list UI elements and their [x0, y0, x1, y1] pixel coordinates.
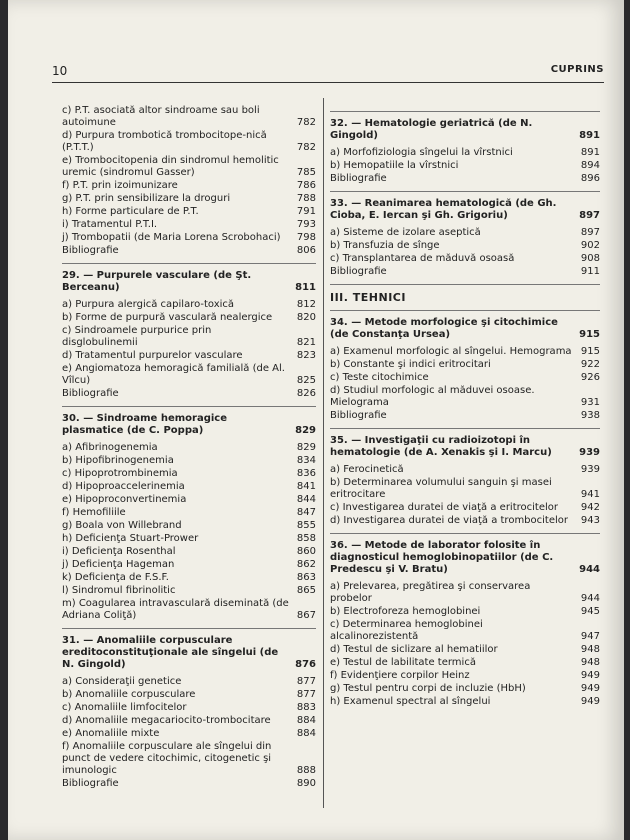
toc-entry: [62, 206, 316, 218]
entry-page: 829: [296, 442, 316, 453]
toc-entry: [62, 572, 316, 584]
page-number: 10: [52, 64, 68, 78]
chapter-entry: [330, 317, 600, 341]
section-separator: [330, 191, 600, 192]
toc-entry: [330, 227, 600, 239]
entry-page: 949: [580, 670, 600, 681]
toc-entry: [330, 359, 600, 371]
toc-left-column: [62, 105, 316, 791]
entry-page: 911: [580, 266, 600, 277]
entry-page: 877: [296, 689, 316, 700]
entry-page: 908: [580, 253, 600, 264]
entry-text: 29. — Purpurele vasculare (de Şt. Berceanu): [62, 270, 252, 293]
toc-entry: [330, 670, 600, 682]
toc-entry: [62, 312, 316, 324]
entry-page: 896: [580, 173, 600, 184]
entry-text: a) Consideraţii genetice: [62, 676, 182, 687]
entry-page: 865: [296, 585, 316, 596]
toc-entry: [330, 240, 600, 252]
entry-page: 942: [580, 502, 600, 513]
entry-page: 782: [296, 142, 316, 153]
toc-entry: [330, 657, 600, 669]
chapter-entry: [330, 198, 600, 222]
entry-text: b) Anomaliile corpusculare: [62, 689, 196, 700]
toc-entry: [62, 219, 316, 231]
entry-text: b) Hemopatiile la vîrstnici: [330, 160, 459, 171]
toc-entry: [330, 581, 600, 605]
entry-page: 876: [295, 659, 316, 670]
toc-entry: [330, 477, 600, 501]
entry-page: 947: [580, 631, 600, 642]
entry-text: Bibliografie: [330, 173, 387, 184]
toc-right-column: [330, 105, 600, 709]
entry-page: 894: [580, 160, 600, 171]
page-header: [52, 64, 604, 83]
toc-entry: [330, 147, 600, 159]
toc-entry: [330, 619, 600, 643]
entry-text: b) Forme de purpură vasculară nealergice: [62, 312, 273, 323]
toc-entry: [330, 372, 600, 384]
running-title: CUPRINS: [550, 64, 604, 75]
chapter-entry: [62, 413, 316, 437]
entry-page: 811: [295, 282, 316, 293]
toc-entry: [62, 180, 316, 192]
entry-text: e) Hipoproconvertinemia: [62, 494, 187, 505]
toc-entry: [62, 481, 316, 493]
entry-page: 944: [580, 593, 600, 604]
entry-page: 915: [580, 346, 600, 357]
entry-page: 863: [296, 572, 316, 583]
toc-entry: [330, 644, 600, 656]
entry-page: 877: [296, 676, 316, 687]
section-separator: [330, 310, 600, 311]
chapter-entry: [330, 540, 600, 576]
toc-entry: [62, 689, 316, 701]
section-separator: [62, 263, 316, 264]
toc-entry: [62, 155, 316, 179]
entry-text: c) Teste citochimice: [330, 372, 429, 383]
entry-text: d) Purpura trombotică trombocitope-nică (P.T.T.): [62, 130, 267, 153]
entry-page: 938: [580, 410, 600, 421]
toc-entry: [62, 442, 316, 454]
toc-entry: [62, 193, 316, 205]
entry-text: 33. — Reanimarea hematologică (de Gh. Cioba, E. Iercan şi Gh. Grigoriu): [330, 198, 557, 221]
entry-text: c) Anomaliile limfocitelor: [62, 702, 187, 713]
toc-entry: [62, 715, 316, 727]
entry-text: c) Hipoprotrombinemia: [62, 468, 178, 479]
toc-entry: [62, 455, 316, 467]
entry-text: i) Tratamentul P.T.I.: [62, 219, 158, 230]
entry-page: 926: [580, 372, 600, 383]
toc-entry: [62, 598, 316, 622]
entry-text: b) Transfuzia de sînge: [330, 240, 440, 251]
chapter-entry: [62, 635, 316, 671]
book-page: [8, 0, 624, 840]
toc-entry: [62, 468, 316, 480]
section-separator: [330, 111, 600, 112]
entry-page: 939: [579, 447, 600, 458]
entry-page: 941: [580, 489, 600, 500]
entry-page: 847: [296, 507, 316, 518]
entry-page: 891: [580, 147, 600, 158]
entry-text: e) Angiomatoza hemoragică familială (de Al. Vîlcu): [62, 363, 285, 386]
toc-entry: [62, 507, 316, 519]
entry-page: 786: [296, 180, 316, 191]
entry-page: 945: [580, 606, 600, 617]
toc-entry: [62, 245, 316, 257]
entry-text: 30. — Sindroame hemoragice plasmatice (de C. Poppa): [62, 413, 227, 436]
entry-text: Bibliografie: [62, 778, 119, 789]
entry-text: j) Trombopatii (de Maria Lorena Scrobohaci): [62, 232, 281, 243]
entry-page: 820: [296, 312, 316, 323]
toc-entry: [62, 494, 316, 506]
entry-text: a) Sisteme de izolare aseptică: [330, 227, 481, 238]
toc-entry: [330, 683, 600, 695]
column-divider: [323, 98, 324, 808]
toc-entry: [330, 606, 600, 618]
entry-page: 858: [296, 533, 316, 544]
entry-page: 793: [296, 219, 316, 230]
entry-text: a) Ferocinetică: [330, 464, 404, 475]
entry-text: h) Examenul spectral al sîngelui: [330, 696, 491, 707]
entry-text: j) Deficienţa Hageman: [62, 559, 175, 570]
entry-page: 782: [296, 117, 316, 128]
entry-text: c) Investigarea duratei de viaţă a eritrocitelor: [330, 502, 558, 513]
part-heading: [330, 291, 600, 304]
entry-text: b) Electroforeza hemoglobinei: [330, 606, 481, 617]
entry-text: e) Trombocitopenia din sindromul hemolitic uremic (sindromul Gasser): [62, 155, 279, 178]
toc-entry: [330, 696, 600, 708]
entry-text: d) Studiul morfologic al măduvei osoase. Mielograma: [330, 385, 535, 408]
entry-text: Bibliografie: [62, 245, 119, 256]
entry-page: 823: [296, 350, 316, 361]
entry-text: b) Constante şi indici eritrocitari: [330, 359, 491, 370]
entry-text: d) Anomaliile megacariocito-trombocitare: [62, 715, 271, 726]
toc-entry: [62, 778, 316, 790]
entry-text: d) Hipoproaccelerinemia: [62, 481, 185, 492]
entry-page: 902: [580, 240, 600, 251]
toc-entry: [62, 232, 316, 244]
entry-text: c) Determinarea hemoglobinei alcalinorezistentă: [330, 619, 483, 642]
entry-text: b) Hipofibrinogenemia: [62, 455, 174, 466]
entry-text: III. TEHNICI: [330, 291, 406, 304]
entry-page: 897: [579, 210, 600, 221]
section-separator: [62, 406, 316, 407]
chapter-entry: [330, 118, 600, 142]
toc-entry: [62, 130, 316, 154]
entry-page: 825: [296, 375, 316, 386]
toc-entry: [330, 515, 600, 527]
entry-page: 826: [296, 388, 316, 399]
entry-text: b) Determinarea volumului sanguin şi masei eritrocitare: [330, 477, 552, 500]
toc-entry: [62, 388, 316, 400]
entry-page: 855: [296, 520, 316, 531]
toc-entry: [62, 676, 316, 688]
entry-page: 785: [296, 167, 316, 178]
toc-entry: [330, 266, 600, 278]
entry-text: Bibliografie: [62, 388, 119, 399]
toc-entry: [62, 559, 316, 571]
entry-text: f) Anomaliile corpusculare ale sîngelui din punct de vedere citochimic, citogenetic şi imunologic: [62, 741, 272, 776]
entry-page: 829: [295, 425, 316, 436]
entry-text: d) Testul de siclizare al hematiilor: [330, 644, 498, 655]
entry-text: 35. — Investigaţii cu radioizotopi în hematologie (de A. Xenakis şi I. Marcu): [330, 435, 552, 458]
toc-entry: [330, 502, 600, 514]
entry-page: 862: [296, 559, 316, 570]
entry-text: 36. — Metode de laborator folosite în diagnosticul hemoglobinopatiilor (de C. Predescu şi V. Bratu): [330, 540, 554, 575]
entry-text: c) Transplantarea de măduvă osoasă: [330, 253, 515, 264]
entry-page: 860: [296, 546, 316, 557]
entry-text: i) Deficienţa Rosenthal: [62, 546, 176, 557]
toc-entry: [330, 410, 600, 422]
chapter-entry: [62, 270, 316, 294]
entry-text: 34. — Metode morfologice şi citochimice (de Constanţa Ursea): [330, 317, 558, 340]
toc-entry: [62, 325, 316, 349]
toc-entry: [62, 105, 316, 129]
entry-text: d) Investigarea duratei de viaţă a trombocitelor: [330, 515, 569, 526]
toc-entry: [62, 533, 316, 545]
entry-text: f) Evidenţiere corpilor Heinz: [330, 670, 470, 681]
entry-page: 897: [580, 227, 600, 238]
entry-page: 834: [296, 455, 316, 466]
entry-text: h) Deficienţa Stuart-Prower: [62, 533, 199, 544]
toc-entry: [62, 702, 316, 714]
entry-text: a) Prelevarea, pregătirea şi conservarea probelor: [330, 581, 531, 604]
entry-text: g) Testul pentru corpi de incluzie (HbH): [330, 683, 526, 694]
entry-page: 867: [296, 610, 316, 621]
entry-page: 788: [296, 193, 316, 204]
toc-entry: [62, 728, 316, 740]
toc-entry: [62, 363, 316, 387]
entry-text: Bibliografie: [330, 266, 387, 277]
entry-page: 883: [296, 702, 316, 713]
entry-text: k) Deficienţa de F.S.F.: [62, 572, 169, 583]
entry-page: 949: [580, 696, 600, 707]
entry-text: 31. — Anomaliile corpusculare ereditoconstituţionale ale sîngelui (de N. Gingold): [62, 635, 279, 670]
toc-entry: [62, 350, 316, 362]
toc-entry: [62, 520, 316, 532]
entry-page: 922: [580, 359, 600, 370]
toc-entry: [330, 385, 600, 409]
toc-entry: [62, 546, 316, 558]
entry-text: g) Boala von Willebrand: [62, 520, 182, 531]
section-separator: [330, 533, 600, 534]
entry-text: g) P.T. prin sensibilizare la droguri: [62, 193, 231, 204]
entry-page: 798: [296, 232, 316, 243]
entry-text: d) Tratamentul purpurelor vasculare: [62, 350, 243, 361]
entry-page: 791: [296, 206, 316, 217]
entry-text: h) Forme particulare de P.T.: [62, 206, 199, 217]
entry-page: 844: [296, 494, 316, 505]
entry-text: a) Afibrinogenemia: [62, 442, 158, 453]
toc-entry: [62, 585, 316, 597]
toc-entry: [330, 173, 600, 185]
toc-entry: [330, 253, 600, 265]
entry-page: 884: [296, 715, 316, 726]
entry-text: e) Anomaliile mixte: [62, 728, 160, 739]
entry-text: e) Testul de labilitate termică: [330, 657, 476, 668]
entry-text: m) Coagularea intravasculară diseminată (de Adriana Coliţă): [62, 598, 289, 621]
entry-text: Bibliografie: [330, 410, 387, 421]
section-separator: [330, 284, 600, 285]
entry-text: a) Purpura alergică capilaro-toxică: [62, 299, 235, 310]
toc-entry: [330, 464, 600, 476]
entry-text: f) Hemofiliile: [62, 507, 126, 518]
entry-page: 812: [296, 299, 316, 310]
toc-entry: [62, 741, 316, 777]
entry-page: 944: [579, 564, 600, 575]
entry-page: 821: [296, 337, 316, 348]
entry-page: 888: [296, 765, 316, 776]
toc-entry: [330, 160, 600, 172]
entry-page: 943: [580, 515, 600, 526]
entry-page: 890: [296, 778, 316, 789]
entry-page: 931: [580, 397, 600, 408]
entry-page: 949: [580, 683, 600, 694]
entry-text: a) Examenul morfologic al sîngelui. Hemograma: [330, 346, 572, 357]
entry-page: 915: [579, 329, 600, 340]
entry-page: 948: [580, 644, 600, 655]
section-separator: [62, 628, 316, 629]
entry-text: l) Sindromul fibrinolitic: [62, 585, 176, 596]
entry-text: a) Morfofiziologia sîngelui la vîrstnici: [330, 147, 513, 158]
entry-page: 841: [296, 481, 316, 492]
entry-page: 891: [579, 130, 600, 141]
entry-page: 806: [296, 245, 316, 256]
toc-entry: [330, 346, 600, 358]
chapter-entry: [330, 435, 600, 459]
entry-page: 939: [580, 464, 600, 475]
section-separator: [330, 428, 600, 429]
entry-text: c) P.T. asociată altor sindroame sau boli autoimune: [62, 105, 260, 128]
entry-text: 32. — Hematologie geriatrică (de N. Gingold): [330, 118, 533, 141]
toc-entry: [62, 299, 316, 311]
entry-page: 836: [296, 468, 316, 479]
entry-text: f) P.T. prin izoimunizare: [62, 180, 178, 191]
entry-page: 948: [580, 657, 600, 668]
entry-text: c) Sindroamele purpurice prin disglobulinemii: [62, 325, 212, 348]
entry-page: 884: [296, 728, 316, 739]
